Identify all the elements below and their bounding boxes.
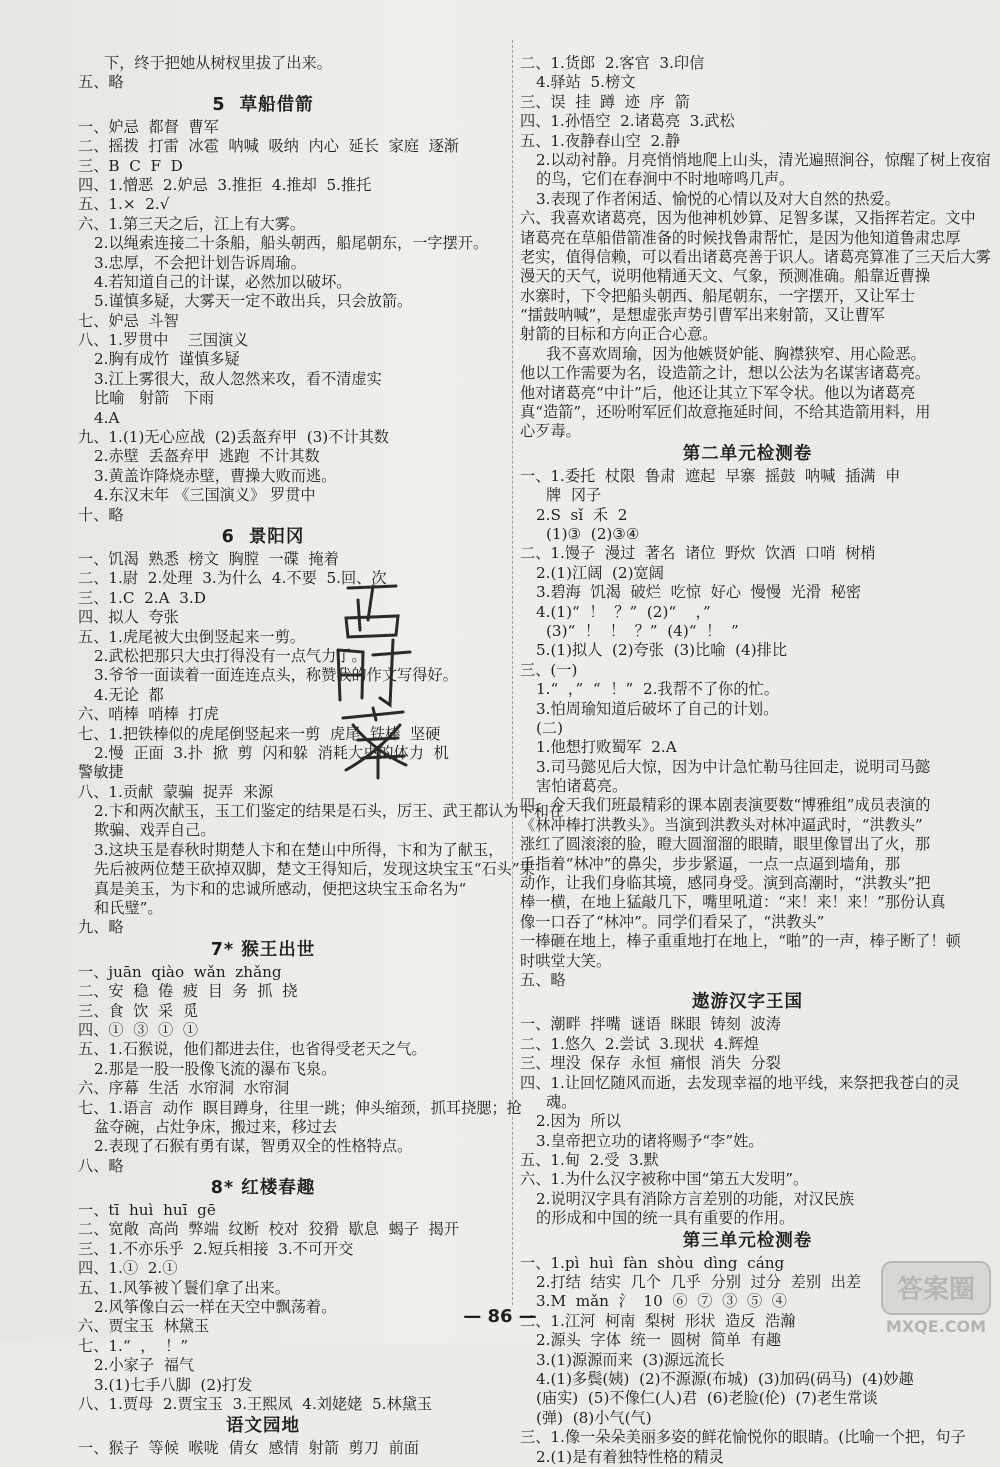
answer-line: 二、1.悠久 2.尝试 3.现状 4.辉煌	[520, 1034, 759, 1053]
section-heading: 6 景阳冈	[221, 526, 305, 547]
answer-line: 3.怕周瑜知道后破坏了自己的计划。	[536, 699, 779, 718]
svg-text:答案圈: 答案圈	[896, 1275, 976, 1305]
answer-line: 三、食 饮 采 觅	[78, 1001, 199, 1020]
answer-line: 3.爷爷一面读着一面连连点头，称赞我的作文写得好。	[94, 666, 458, 685]
answer-line: 五、1.夜静春山空 2.静	[520, 131, 681, 150]
answer-line: 2.(1)江阔 (2)宽阔	[536, 563, 664, 582]
answer-line: (3)“ ！ ！ ？” (4)“ ！ ”	[546, 621, 739, 640]
answer-line: 2.胸有成竹 谨慎多疑	[94, 350, 240, 369]
answer-line: 2.以动衬静。月亮悄悄地爬上山头，清光遍照涧谷，惊醒了树上夜宿	[536, 150, 991, 169]
answer-line: 八、1.贾母 2.贾宝玉 3.王熙凤 4.刘姥姥 5.林黛玉	[78, 1395, 433, 1413]
answer-line: 2.小家子 福气	[94, 1356, 195, 1375]
answer-line: 3.(1)源源而来 (3)源远流长	[536, 1350, 725, 1369]
answer-line: 3.表现了作者闲适、愉悦的心情以及对大自然的热爱。	[536, 189, 900, 208]
answer-line: 九、1.(1)无心应战 (2)丢盔弃甲 (3)不计其数	[78, 428, 389, 447]
answer-line: 4.A	[94, 408, 120, 427]
answer-line: 下，终于把她从树杈里拔了出来。	[104, 54, 332, 72]
answer-line: 四、今天我们班最精彩的课本剧表演要数“博雅组”成员表演的	[520, 796, 931, 815]
answer-line: 4.无论 都	[94, 685, 164, 704]
answer-line: 2.以绳索连接二十条船，船头朝西，船尾朝东，一字摆开。	[94, 234, 489, 253]
answer-line: 一、1.pì huì fàn shòu dìng cáng	[520, 1253, 785, 1272]
answer-line: 五、1.甸 2.受 3.默	[520, 1151, 659, 1170]
answer-line: 二、摇拨 打雷 冰雹 呐喊 吸纳 内心 延长 家庭 逐渐	[78, 137, 459, 156]
answer-line: 四、1.孙悟空 2.诸葛亮 3.武松	[520, 112, 735, 131]
answer-line: (弹) (8)小气(气)	[536, 1408, 652, 1427]
answer-line: 他对诸葛亮“中计”后，他还让其立下军令状。他以为诸葛亮	[520, 383, 916, 402]
answer-line: 九、略	[78, 918, 124, 937]
answer-line: 一、潮畔 拌嘴 谜语 眯眼 铸刻 波涛	[520, 1015, 781, 1034]
answer-line: 四、1.憎恶 2.妒忌 3.推拒 4.推却 5.推托	[78, 175, 372, 194]
section-heading: 5 草船借箭	[212, 94, 314, 115]
answer-line: 2.赤壁 丢盔弃甲 逃跑 不计其数	[94, 447, 320, 466]
answer-line: 2.慢 正面 3.扑 掀 剪 闪和躲 消耗大虫的体力 机	[94, 743, 449, 762]
answer-line: (庙实) (5)不像仁(人)君 (6)老脸(伦) (7)老生常谈	[536, 1389, 878, 1408]
answer-line: 六、贾宝玉 林黛玉	[78, 1317, 210, 1336]
answer-line: 六、序幕 生活 水帘洞 水帘洞	[78, 1079, 290, 1098]
answer-line: 2.(1)是有着独特性格的精灵	[536, 1447, 724, 1466]
answer-line: 二、安 稳 倦 疲 目 务 抓 挠	[78, 982, 298, 1001]
handwritten-marks-image	[318, 580, 428, 780]
answer-line: 漫天的天气，说明他精通天文、气象，预测准确。船靠近曹操	[520, 267, 931, 286]
answer-line: 五、1.风筝被丫鬟们拿了出来。	[78, 1278, 290, 1297]
answer-line: 涨红了圆滚滚的脸，瞪大圆溜溜的眼睛，眼里像冒出了火，那	[520, 835, 931, 854]
answer-line: 5.(1)拟人 (2)夸张 (3)比喻 (4)排比	[536, 641, 788, 660]
answer-line: 五、1.虎尾被大虫倒竖起来一剪。	[78, 627, 306, 646]
answer-line: 2.S sǐ 禾 2	[536, 505, 628, 524]
answer-line: 八、1.罗贯中 三国演义	[78, 331, 249, 350]
answer-line: 六、哨棒 哨棒 打虎	[78, 705, 219, 724]
answer-line: 三、(一)	[520, 660, 578, 679]
answer-line: 2.那是一股一股像飞流的瀑布飞泉。	[94, 1059, 337, 1078]
answer-line: 老实，值得信赖，可以看出诸葛亮善于识人。诸葛亮算准了三天后大雾	[520, 247, 991, 266]
answer-line: 3.忠厚，不会把计划告诉周瑜。	[94, 253, 306, 272]
answer-line: 3.黄盖诈降烧赤壁，曹操大败而逃。	[94, 466, 337, 485]
answer-line: 八、略	[78, 1156, 124, 1175]
answer-line: 二、宽敞 高尚 弊端 纹断 校对 狡猾 歇息 蝎子 揭开	[78, 1220, 459, 1239]
answer-line: 1.他想打败蜀军 2.A	[536, 738, 677, 757]
answer-line: 他以工作需要为名，设造箭之计，想以公法为名谋害诸葛亮。	[520, 364, 931, 383]
answer-line: 2.因为 所以	[536, 1112, 621, 1131]
answer-line: 4.东汉末年 《三国演义》 罗贯中	[94, 486, 316, 505]
answer-line: 2.表现了石猴有勇有谋，智勇双全的性格特点。	[94, 1137, 413, 1156]
section-heading: 语文园地	[226, 1416, 300, 1437]
answer-line: 2.卞和两次献玉，玉工们鉴定的结果是石头，厉王、武王都认为卞和在	[94, 802, 565, 821]
right-column	[520, 54, 991, 1467]
answer-line: 五、1.× 2.√	[78, 195, 170, 214]
answer-line: 一、猴子 等候 喉咙 倩女 感情 射箭 剪刀 前面	[78, 1439, 419, 1458]
answer-line: 水寨时，下令把船头朝西、船尾朝东，一字摆开，又让军士	[520, 286, 915, 305]
answer-line: 五、1.石猴说，他们都进去住，也省得受老天之气。	[78, 1040, 427, 1059]
answer-line: 5.谨慎多疑，大雾天一定不敢出兵，只会放箭。	[94, 292, 413, 311]
answer-line: 一、饥渴 熟悉 榜文 胸膛 一碟 掩着	[78, 549, 339, 568]
answer-line: 一棒砸在地上，棒子重重地打在地上，“啪”的一声，棒子断了！顿	[520, 932, 961, 951]
section-heading: 遨游汉字王国	[692, 992, 803, 1013]
answer-line: 2.风筝像白云一样在天空中飘荡着。	[94, 1298, 337, 1317]
answer-line: 3.江上雾很大，敌人忽然来攻，看不清虚实	[94, 369, 382, 388]
answer-line: 四、拟人 夸张	[78, 608, 179, 627]
answer-line: 和氏璧”。	[94, 899, 163, 918]
answer-line: 3.司马懿见后大惊，因为中计急忙勒马往回走，说明司马懿	[536, 757, 931, 776]
answer-line: 二、1.货郎 2.客官 3.印信	[520, 54, 705, 72]
answer-line: 3.M mǎn 氵 10 ⑥ ⑦ ③ ⑤ ④	[536, 1292, 787, 1311]
answer-line: 三、埋没 保存 永恒 痛恨 消失 分裂	[520, 1054, 781, 1073]
answer-line: 手指着“林冲”的鼻尖，步步紧逼，一点一点逼到墙角，那	[520, 854, 901, 873]
answer-line: 六、1.第三天之后，江上有大雾。	[78, 214, 306, 233]
answer-line: 3.(1)七手八脚 (2)打发	[94, 1375, 253, 1394]
answer-line: 五、略	[520, 970, 566, 989]
answer-line: 3.皇帝把立功的诸将赐予“李”姓。	[536, 1131, 764, 1150]
answer-line: 一、juān qiào wǎn zhǎng	[78, 962, 282, 981]
answer-line: 我不喜欢周瑜，因为他嫉贤妒能、胸襟狭窄、用心险恶。	[546, 344, 926, 363]
answer-line: “擂鼓呐喊”，是想虚张声势引曹军出来射箭，又让曹军	[520, 306, 885, 325]
answer-line: 七、1.“ ， ！”	[78, 1336, 189, 1355]
answer-line: 牌 冈子	[546, 486, 602, 505]
answer-line: 比喻 射箭 下雨	[94, 389, 215, 408]
answer-line: 棒一横，在地上猛敲几下，嘴里吼道：“来！来！来！”那份认真	[520, 893, 946, 912]
answer-line: 一、tī huì huī gē	[78, 1201, 216, 1220]
answer-line: 动作，让我们身临其境，感同身受。演到高潮时，“洪教头”把	[520, 874, 931, 893]
answer-line: 三、1.C 2.A 3.D	[78, 588, 206, 607]
answer-line: 六、1.为什么汉字被称中国“第五大发明”。	[520, 1170, 809, 1189]
answer-line: 2.说明汉字具有消除方言差别的功能，对汉民族	[536, 1189, 855, 1208]
answer-line: 时哄堂大笑。	[520, 951, 612, 970]
answer-line: 4.若知道自己的计谋，必然加以破坏。	[94, 272, 352, 291]
answer-line: 3.这块玉是春秋时期楚人卞和在楚山中所得，卞和为了献玉，	[94, 840, 504, 859]
answer-line: (二)	[536, 718, 564, 737]
answer-line: 4.驿站 5.榜文	[536, 73, 636, 92]
answer-line: 2.武松把那只大虫打得没有一点气力了。	[94, 646, 367, 665]
answer-line: 一、妒忌 都督 曹军	[78, 117, 219, 136]
answer-line: 七、妒忌 斗智	[78, 311, 179, 330]
answer-line: 3.碧海 饥渴 破烂 吃惊 好心 慢慢 光滑 秘密	[536, 583, 862, 602]
answer-line: 三、1.像一朵朵美丽多姿的鲜花愉悦你的眼睛。(比喻一个把，句子	[520, 1428, 966, 1447]
answer-line: 1.“ ，” “ ！” 2.我帮不了你的忙。	[536, 680, 779, 699]
answer-line: 三、B C F D	[78, 156, 183, 175]
answer-line: 二、1.江河 柯南 梨树 形状 造反 浩瀚	[520, 1311, 796, 1330]
answer-line: 4.(1)“ ！ ？” (2)“ ，”	[536, 602, 711, 621]
answer-line: (1)③ (2)③④	[546, 524, 640, 543]
answer-line: 像一口吞了“林冲”。同学们看呆了，“洪教头”	[520, 912, 825, 931]
answer-line: 警敏捷	[78, 763, 124, 782]
answer-line: 诸葛亮在草船借箭准备的时候找鲁肃帮忙，是因为他知道鲁肃忠厚	[520, 228, 961, 247]
section-heading: 7* 猴王出世	[210, 939, 316, 960]
section-heading: 8* 红楼春趣	[210, 1178, 316, 1199]
answer-line: 六、我喜欢诸葛亮，因为他神机妙算、足智多谋，又指挥若定。文中	[520, 209, 976, 228]
answer-line: 三、误 挂 蹲 迹 序 箭	[520, 92, 690, 111]
answer-line: 十、略	[78, 505, 124, 524]
page-number: — 86 —	[463, 1306, 537, 1327]
answer-line: 《林冲棒打洪教头》。当演到洪教头对林冲逼武时，“洪教头”	[520, 815, 923, 834]
section-heading: 第二单元检测卷	[682, 443, 813, 464]
answer-line: 欺骗、戏弄自己。	[94, 821, 216, 840]
answer-line: 四、1.让回忆随风而逝，去发现幸福的地平线，来祭把我苍白的灵	[520, 1073, 960, 1092]
answer-line: 二、1.馒子 漫过 著名 诸位 野炊 饮酒 口哨 树梢	[520, 544, 876, 563]
answer-line: 盆夺碗，占灶争床，搬过来，移过去	[94, 1117, 337, 1136]
answer-line: 害怕诸葛亮。	[536, 777, 628, 796]
answer-line: 心歹毒。	[520, 422, 581, 441]
answer-line: 八、1.贡献 蒙骗 捉弄 来源	[78, 782, 274, 801]
answer-line: 先后被两位楚王砍掉双脚，楚文王得知后，发现这块宝玉“石头”果	[94, 860, 535, 879]
answer-line: 三、1.不亦乐乎 2.短兵相接 3.不可开交	[78, 1239, 354, 1258]
answer-line: 的形成和中国的统一具有重要的作用。	[536, 1209, 795, 1228]
answer-line: 七、1.把铁棒似的虎尾倒竖起来一剪 虎尾 铁棒 坚硬	[78, 724, 441, 743]
answer-line: 一、1.委托 杖限 鲁肃 遮起 早寨 摇鼓 呐喊 插满 申	[520, 466, 901, 485]
answer-line: 七、1.语言 动作 瞑目蹲身，往里一跳；伸头缩颈，抓耳挠腮；抢	[78, 1098, 522, 1117]
answer-line: 二、1.尉 2.处理 3.为什么 4.不要 5.回、次	[78, 569, 387, 588]
answer-line: 魂。	[546, 1092, 577, 1111]
section-heading: 第三单元检测卷	[682, 1230, 813, 1251]
answer-line: 四、1.① 2.①	[78, 1259, 178, 1278]
answer-line: 真“造箭”，还吩咐军匠们故意拖延时间，不给其造箭用料，用	[520, 403, 931, 422]
answer-line: 五、略	[78, 73, 124, 92]
svg-text:MXQE.COM: MXQE.COM	[885, 1317, 987, 1336]
answer-line: 2.打结 结实 几个 几乎 分别 过分 差别 出差	[536, 1273, 862, 1292]
answer-line: 真是美玉，为卞和的忠诚所感动，便把这块宝玉命名为“	[94, 879, 467, 898]
answer-line: 的鸟，它们在春涧中不时地啼鸣几声。	[536, 170, 795, 189]
answer-line: 2.源头 字体 统一 圆树 简单 有趣	[536, 1331, 782, 1350]
answer-line: 4.(1)多鬓(姨) (2)不源源(布城) (3)加码(码马) (4)妙趣	[536, 1370, 914, 1388]
answer-line: 四、① ③ ① ①	[78, 1020, 199, 1039]
answer-line: 射箭的目标和方向正合心意。	[520, 325, 718, 344]
